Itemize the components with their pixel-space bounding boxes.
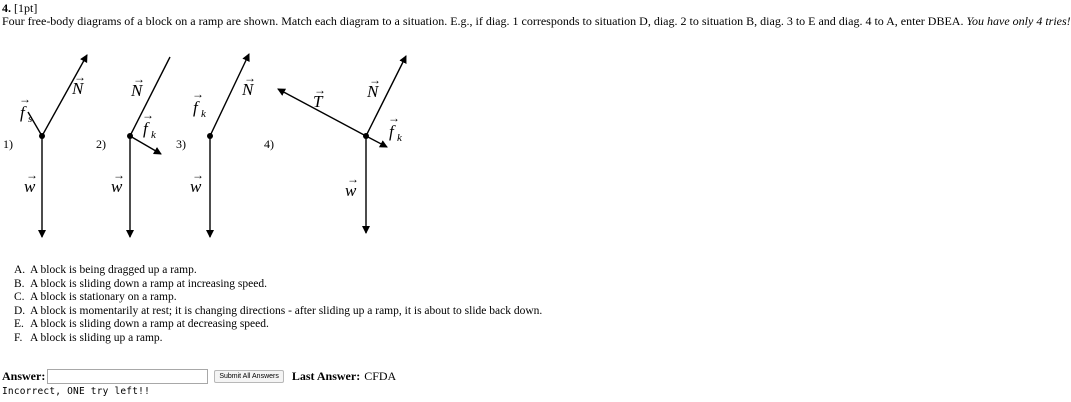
diagram-4-number: 4) — [264, 137, 274, 151]
svg-text:f: f — [143, 119, 148, 138]
last-answer-label: Last Answer: — [291, 368, 361, 383]
svg-text:f: f — [389, 122, 394, 141]
svg-text:→: → — [133, 72, 145, 86]
svg-text:→: → — [74, 70, 86, 84]
svg-text:→: → — [244, 71, 256, 85]
choice-d: D. A block is momentarily at rest; it is changing directions - after sliding up a ramp, it is about to slide back down. — [14, 304, 543, 317]
submit-all-answers-button[interactable]: Submit All Answers — [214, 370, 284, 383]
problem-number: 4. [1pt] — [2, 1, 38, 15]
svg-text:→: → — [347, 172, 359, 186]
svg-text:→: → — [192, 168, 204, 182]
choice-c: C. A block is stationary on a ramp. — [14, 291, 177, 303]
situation-choices-list — [14, 264, 542, 345]
last-answer-value: CFDA — [364, 368, 397, 383]
svg-text:T: T — [313, 92, 323, 111]
svg-text:k: k — [201, 108, 206, 120]
svg-text:s: s — [28, 113, 33, 125]
svg-text:→: → — [19, 92, 31, 106]
choice-a: A. A block is being dragged up a ramp. — [14, 264, 197, 276]
svg-text:f: f — [20, 103, 25, 122]
diagram-1-number: 1) — [3, 137, 13, 151]
svg-text:N: N — [242, 80, 254, 99]
svg-text:→: → — [142, 108, 154, 122]
svg-text:f: f — [193, 98, 198, 117]
diagram-1 — [3, 55, 87, 237]
svg-text:w: w — [24, 177, 36, 196]
svg-text:→: → — [113, 168, 125, 182]
svg-text:k: k — [151, 129, 156, 141]
svg-text:N: N — [131, 81, 143, 100]
choice-e: E. A block is sliding down a ramp at decreasing speed. — [14, 318, 269, 330]
svg-text:→: → — [192, 87, 204, 101]
choice-b: B. A block is sliding down a ramp at increasing speed. — [14, 277, 267, 290]
svg-text:→: → — [26, 168, 38, 182]
svg-text:→: → — [314, 83, 326, 97]
tries-note: You have only 4 tries! — [966, 14, 1071, 28]
svg-text:N: N — [367, 82, 379, 101]
svg-text:w: w — [345, 181, 357, 200]
diagram-3-number: 3) — [176, 137, 186, 151]
choice-f: F. A block is sliding up a ramp. — [14, 331, 163, 344]
diagram-3 — [176, 54, 256, 237]
svg-text:→: → — [369, 73, 381, 87]
answer-input[interactable] — [47, 369, 208, 384]
svg-text:w: w — [190, 177, 202, 196]
diagram-2-number: 2) — [96, 137, 106, 151]
status-message: Incorrect, ONE try left!! — [2, 386, 150, 397]
answer-label: Answer: — [2, 368, 46, 383]
problem-text — [2, 14, 1071, 29]
svg-text:k: k — [397, 132, 402, 144]
svg-text:w: w — [111, 177, 123, 196]
diagram-2 — [96, 57, 170, 237]
svg-text:→: → — [388, 111, 400, 125]
free-body-diagrams-figure — [0, 40, 430, 250]
answer-row — [2, 367, 396, 385]
diagram-4 — [264, 56, 406, 233]
svg-text:N: N — [72, 79, 84, 98]
problem-statement: Four free-body diagrams of a block on a ramp are shown. Match each diagram to a situation. E.g., if diag. 1 corresponds to situation D, diag. 2 to situation B, diag. 3 to E and diag. 4 to A, enter DBEA. — [2, 14, 964, 28]
